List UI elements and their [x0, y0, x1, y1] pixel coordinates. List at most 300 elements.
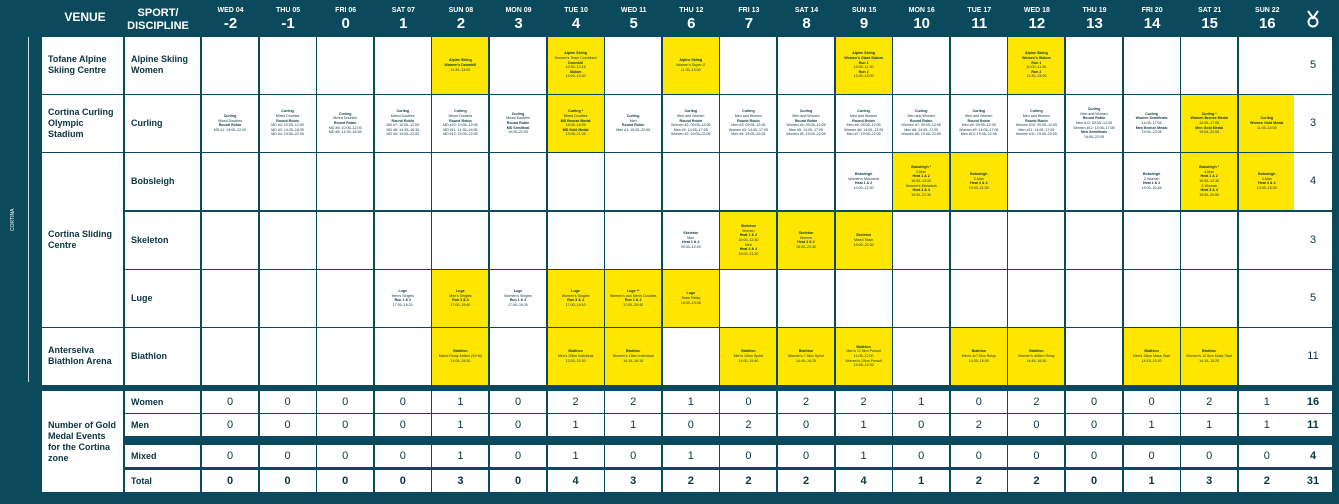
- event-line: 10:00–12:30: [1199, 178, 1220, 183]
- day-header: [605, 6, 662, 32]
- event-line: Women #6: 14:05–17:05: [843, 127, 884, 132]
- empty-cell: [893, 270, 949, 327]
- event-cell: [720, 95, 776, 152]
- event-line: Round Robin: [333, 120, 357, 125]
- empty-cell: [778, 37, 834, 94]
- summary-value: 1: [893, 470, 949, 492]
- event-line: 17:00–19:10: [565, 302, 586, 307]
- day-header: [260, 6, 317, 32]
- empty-cell: [1124, 270, 1180, 327]
- event-cell: [490, 95, 546, 152]
- summary-value: 4: [548, 470, 604, 492]
- sport-cell: Luge: [125, 270, 200, 327]
- medal-icon: [1294, 10, 1332, 33]
- event-line: Bobsleigh: [1142, 172, 1161, 177]
- event-line: 19:00–21:30: [738, 251, 759, 256]
- event-line: Skeleton: [740, 224, 756, 229]
- event-line: 11:05–12:00: [853, 353, 874, 358]
- empty-cell: [1066, 153, 1122, 210]
- event-line: Women #5: 19:05–22:05: [786, 132, 826, 137]
- event-line: 14:45–16:25: [795, 358, 816, 363]
- event-line: 19:05–22:05: [1199, 130, 1220, 135]
- summary-value: 0: [778, 445, 834, 467]
- day-header: [432, 6, 489, 32]
- summary-value: 2: [1008, 391, 1064, 413]
- medal-count: 4: [1294, 153, 1332, 210]
- day-name: SUN 08: [448, 7, 474, 14]
- empty-cell: [317, 37, 373, 94]
- day-name: MON 09: [505, 7, 532, 14]
- event-line: Round Robin: [449, 118, 472, 123]
- event-line: 13:30–15:00: [1026, 74, 1047, 79]
- empty-cell: [951, 270, 1007, 327]
- event-line: Mixed Doubles: [506, 116, 530, 121]
- empty-cell: [1124, 37, 1180, 94]
- event-line: Heat 3 & 4: [912, 188, 930, 193]
- day-number: 12: [1028, 15, 1046, 32]
- summary-value: 2: [548, 391, 604, 413]
- empty-cell: [490, 37, 546, 94]
- empty-cell: [490, 153, 546, 210]
- event-line: Mixed Relay 4x6km (W+M): [438, 353, 482, 358]
- event-line: Biathlon: [741, 349, 756, 354]
- summary-value: 0: [1066, 391, 1122, 413]
- event-cell: [1008, 37, 1064, 94]
- event-line: Round Robin: [967, 118, 991, 123]
- empty-cell: [1124, 212, 1180, 269]
- event-line: Curling: [338, 111, 352, 116]
- event-line: Men's 15km Mass Start: [1132, 353, 1171, 358]
- day-header: [951, 6, 1008, 32]
- summary-value: 2: [1239, 470, 1295, 492]
- event-cell: [1239, 95, 1295, 152]
- summary-value: 1: [1239, 391, 1295, 413]
- event-cell: [836, 328, 892, 385]
- summary-value: 0: [260, 391, 316, 413]
- day-header: [1239, 6, 1296, 32]
- empty-cell: [260, 270, 316, 327]
- event-line: Women's Singles: [561, 293, 590, 298]
- event-cell: [836, 153, 892, 210]
- event-line: Round Robin: [218, 123, 242, 128]
- event-cell: [893, 153, 949, 210]
- summary-value: 1: [1181, 414, 1237, 436]
- event-line: Heat 1 & 2: [1200, 174, 1218, 179]
- event-cell: [836, 95, 892, 152]
- event-line: 19:00–21:30: [911, 192, 932, 197]
- event-line: MD #12: 19:05–22:05: [443, 132, 478, 137]
- summary-value: 0: [951, 445, 1007, 467]
- event-line: Curling: [914, 109, 928, 114]
- event-line: 14:15–15:20: [1199, 358, 1220, 363]
- empty-cell: [893, 37, 949, 94]
- event-line: 14:05–17:05: [1141, 120, 1162, 125]
- event-line: 11:30–13:00: [450, 67, 471, 72]
- event-line: 14:45–16:30: [1026, 358, 1047, 363]
- event-line: Round Robin: [852, 118, 875, 123]
- day-header: [375, 6, 432, 32]
- day-number: 9: [859, 15, 869, 32]
- empty-cell: [432, 212, 488, 269]
- empty-cell: [1181, 212, 1237, 269]
- event-line: 4-Man: [1204, 169, 1215, 174]
- day-name: MON 16: [908, 7, 935, 14]
- medal-icon-svg: [1306, 10, 1320, 28]
- day-header: [1066, 6, 1123, 32]
- event-line: Run 3 & 4: [452, 298, 469, 303]
- event-line: Men and Women: [1080, 111, 1108, 116]
- summary-value: 0: [720, 445, 776, 467]
- empty-cell: [1239, 37, 1295, 94]
- event-line: Luge: [571, 289, 580, 294]
- event-line: 14:15–16:15: [623, 358, 644, 363]
- empty-cell: [375, 37, 431, 94]
- day-number: 13: [1086, 15, 1103, 32]
- event-cell: [778, 95, 834, 152]
- event-line: 13:30–15:00: [853, 74, 874, 79]
- summary-value: 0: [490, 391, 546, 413]
- sport-cell: Alpine Skiing Women: [125, 37, 200, 94]
- event-line: 2-Woman: [1143, 176, 1160, 181]
- event-line: Women #12: 14:05–17:05: [1073, 125, 1115, 130]
- day-name: WED 04: [217, 7, 244, 14]
- day-number: 4: [571, 15, 581, 32]
- summary-row-label: Mixed: [125, 445, 200, 467]
- event-line: Men and Women: [734, 114, 763, 119]
- summary-value: 2: [778, 470, 834, 492]
- event-cell: [1239, 153, 1295, 210]
- empty-cell: [778, 270, 834, 327]
- event-line: Run 2: [858, 69, 869, 74]
- empty-cell: [317, 212, 373, 269]
- empty-cell: [720, 153, 776, 210]
- day-header: [1181, 6, 1238, 32]
- summary-row-label: Total: [125, 470, 200, 492]
- event-cell: [432, 95, 488, 152]
- event-line: Round Robin: [391, 118, 415, 123]
- summary-value: 0: [317, 414, 373, 436]
- day-header: [1124, 6, 1181, 32]
- summary-value: 0: [663, 414, 719, 436]
- empty-cell: [490, 328, 546, 385]
- event-line: Luge: [456, 289, 465, 294]
- day-number: 7: [744, 15, 754, 32]
- event-cell: [836, 212, 892, 269]
- event-line: Men and Women: [907, 114, 935, 119]
- event-cell: [548, 95, 604, 152]
- empty-cell: [202, 153, 258, 210]
- event-line: 19:00–20:50: [1199, 192, 1220, 197]
- summary-value: 0: [893, 414, 949, 436]
- event-line: Men's 4x7.5km Relay: [961, 353, 996, 358]
- summary-value: 2: [663, 470, 719, 492]
- event-cell: [720, 328, 776, 385]
- event-line: 13:30–15:30: [565, 358, 586, 363]
- empty-cell: [317, 153, 373, 210]
- event-cell: [1181, 328, 1237, 385]
- event-line: Men's Singles: [449, 293, 472, 298]
- event-line: Curling: [1145, 111, 1158, 116]
- event-line: Luge: [398, 289, 408, 294]
- event-line: 19:00–20:45: [1141, 185, 1162, 190]
- summary-value: 2: [1181, 391, 1237, 413]
- summary-value: 0: [317, 391, 373, 413]
- event-cell: [432, 270, 488, 327]
- event-line: Bobsleigh: [854, 172, 873, 177]
- summary-total: 16: [1294, 391, 1332, 413]
- day-name: FRI 13: [738, 7, 760, 14]
- sport-cell: Skeleton: [125, 212, 200, 269]
- summary-value: 2: [951, 414, 1007, 436]
- event-line: Men #3: 09:05–12:05: [731, 123, 766, 128]
- event-cell: [202, 95, 258, 152]
- empty-cell: [778, 153, 834, 210]
- event-cell: [663, 95, 719, 152]
- event-line: Mixed Doubles: [218, 118, 242, 123]
- event-line: Biathlon: [856, 344, 871, 349]
- event-line: Women Bronze Medal: [1190, 116, 1228, 121]
- event-cell: [951, 328, 1007, 385]
- day-number: 11: [971, 15, 988, 32]
- event-line: Men: [687, 235, 695, 240]
- event-line: Women's Slalom: [1022, 56, 1051, 61]
- event-line: 18:30–19:35: [680, 300, 701, 305]
- day-header: [1008, 6, 1065, 32]
- venue-cell: Anterselva Biathlon Arena: [42, 328, 123, 385]
- empty-cell: [1239, 328, 1295, 385]
- event-line: Men #11: 14:05–17:05: [1018, 127, 1055, 132]
- event-line: Women's 15km Individual: [612, 353, 654, 358]
- empty-cell: [490, 212, 546, 269]
- event-line: 10:00–12:30: [853, 185, 874, 190]
- empty-cell: [893, 328, 949, 385]
- summary-value: 0: [202, 391, 258, 413]
- event-line: Men Bronze Medal: [1135, 125, 1168, 130]
- event-line: Round Robin: [506, 120, 530, 125]
- day-name: THU 19: [1082, 7, 1107, 14]
- empty-cell: [893, 212, 949, 269]
- empty-cell: [1066, 212, 1122, 269]
- event-line: Heat 3 & 4: [1200, 188, 1218, 193]
- event-line: Biathlon: [568, 349, 583, 354]
- event-line: Slalom: [569, 69, 582, 74]
- venue-cell: Cortina Sliding Centre: [42, 153, 123, 327]
- empty-cell: [202, 328, 258, 385]
- event-cell: [490, 270, 546, 327]
- event-line: 19:00–20:30: [853, 242, 874, 247]
- event-line: Curling *: [568, 109, 584, 114]
- event-line: Women #3: 14:05–17:05: [728, 127, 769, 132]
- day-number: -2: [223, 15, 238, 32]
- event-line: Round Robin: [909, 118, 933, 123]
- day-name: TUE 10: [564, 7, 588, 14]
- event-cell: [548, 37, 604, 94]
- empty-cell: [1239, 270, 1295, 327]
- event-cell: [663, 212, 719, 269]
- medal-count: 5: [1294, 270, 1332, 327]
- summary-value: 0: [375, 470, 431, 492]
- summary-value: 0: [490, 414, 546, 436]
- event-line: MD #11: 14:35–16:35: [443, 127, 478, 132]
- summary-value: 0: [778, 414, 834, 436]
- summary-label: Number of Gold Medal Events for the Cortina zone: [42, 391, 123, 492]
- event-cell: [317, 95, 373, 152]
- summary-row-label: Men: [125, 414, 200, 436]
- event-line: 14:45–15:30: [853, 363, 874, 368]
- empty-cell: [1008, 270, 1064, 327]
- event-line: Women's Super-G: [676, 62, 706, 67]
- summary-value: 3: [1181, 470, 1237, 492]
- event-line: Heat 3 & 4: [739, 247, 758, 252]
- empty-cell: [1066, 328, 1122, 385]
- summary-value: 1: [1124, 414, 1180, 436]
- event-line: Women's Monobob: [848, 176, 879, 181]
- day-header: [663, 6, 720, 32]
- summary-value: 0: [202, 470, 258, 492]
- event-line: Round Robin: [621, 123, 645, 128]
- event-line: Men's 12.5km Pursuit: [846, 349, 881, 354]
- empty-cell: [605, 37, 661, 94]
- event-cell: [548, 270, 604, 327]
- event-line: Biathlon: [453, 349, 468, 354]
- event-line: Luge **: [626, 289, 640, 294]
- empty-cell: [1181, 37, 1237, 94]
- event-line: Women's Downhill: [444, 62, 477, 67]
- empty-cell: [1008, 153, 1064, 210]
- empty-cell: [605, 153, 661, 210]
- event-line: 13:00–15:30: [1256, 185, 1277, 190]
- day-number: 5: [629, 15, 638, 32]
- medal-count: 11: [1294, 328, 1332, 385]
- event-line: Heat 1 & 2: [912, 174, 930, 179]
- event-cell: [720, 212, 776, 269]
- summary-value: 1: [1124, 470, 1180, 492]
- summary-value: 0: [605, 445, 661, 467]
- empty-cell: [720, 37, 776, 94]
- event-cell: [1124, 328, 1180, 385]
- event-line: Curling: [684, 109, 698, 114]
- summary-value: 1: [836, 414, 892, 436]
- day-name: SAT 21: [1198, 7, 1222, 14]
- event-line: MD Gold Medal: [562, 127, 589, 132]
- summary-value: 0: [951, 391, 1007, 413]
- event-line: Run 1: [858, 60, 869, 65]
- summary-value: 0: [202, 414, 258, 436]
- event-line: Women's 7.5km Sprint: [788, 353, 824, 358]
- event-line: Heat 1 & 2: [854, 181, 873, 186]
- event-cell: [893, 95, 949, 152]
- medal-count: 3: [1294, 95, 1332, 152]
- summary-value: 2: [778, 391, 834, 413]
- zone-label: CORTINA: [10, 208, 16, 232]
- event-line: 14:05–17:05: [1199, 120, 1220, 125]
- event-line: Women #7: 09:05–12:05: [901, 123, 941, 128]
- event-line: Run 2: [1031, 69, 1042, 74]
- summary-value: 2: [951, 470, 1007, 492]
- event-line: MD #8: 14:35–16:35: [386, 127, 420, 132]
- empty-cell: [663, 153, 719, 210]
- event-line: Heat 3 & 4: [797, 240, 815, 245]
- event-line: Curling: [1030, 109, 1043, 114]
- event-line: 2-Woman: [1201, 183, 1217, 188]
- summary-value: 0: [1124, 391, 1180, 413]
- event-line: Men and Women: [965, 114, 993, 119]
- venue-header: VENUE: [64, 10, 106, 24]
- event-line: Women: [742, 228, 755, 233]
- event-line: Curling: [742, 109, 755, 114]
- event-line: 14:00–15:40: [738, 358, 759, 363]
- event-line: Women's 10km Pursuit: [845, 358, 882, 363]
- day-name: THU 12: [679, 7, 704, 14]
- empty-cell: [375, 153, 431, 210]
- event-line: MD #4: 19:05–22:05: [271, 132, 304, 137]
- empty-cell: [260, 153, 316, 210]
- event-line: Heat 3 & 4: [1258, 181, 1276, 186]
- event-line: 10:30–12:15: [565, 65, 586, 70]
- empty-cell: [260, 212, 316, 269]
- event-line: Curling: [857, 109, 870, 114]
- event-line: Round Robin: [737, 118, 760, 123]
- event-line: Women Gold Medal: [1250, 120, 1284, 125]
- day-number: 6: [687, 15, 696, 32]
- event-line: Women's Team Combined: [554, 56, 597, 61]
- empty-cell: [432, 153, 488, 210]
- event-line: Women #8: 19:05–22:05: [901, 132, 941, 137]
- event-cell: [663, 270, 719, 327]
- event-line: 10:00–11:30: [1026, 65, 1047, 70]
- summary-value: 1: [432, 414, 488, 436]
- event-line: Men: [744, 242, 752, 247]
- event-line: Biathlon: [1201, 349, 1217, 354]
- day-number: 2: [456, 15, 466, 32]
- event-line: 18:00–20:30: [796, 244, 816, 249]
- event-cell: [1181, 153, 1237, 210]
- event-line: Round Robin: [794, 118, 818, 123]
- event-line: Men: [629, 118, 637, 123]
- event-line: Mixed Doubles: [275, 114, 300, 119]
- event-line: Women #1: 09:05–12:05: [671, 123, 711, 128]
- event-line: Curling: [799, 109, 813, 114]
- event-cell: [836, 37, 892, 94]
- empty-cell: [375, 328, 431, 385]
- event-line: 19:05–21:05: [565, 132, 586, 137]
- day-header: [778, 6, 835, 32]
- empty-cell: [836, 270, 892, 327]
- zone-divider: [28, 37, 29, 382]
- summary-value: 0: [1181, 445, 1237, 467]
- summary-value: 0: [1066, 414, 1122, 436]
- day-name: FRI 20: [1141, 7, 1163, 14]
- event-line: Mixed Doubles: [390, 114, 415, 119]
- event-line: MD #2: 10:05–12:00: [271, 123, 304, 128]
- sport-header: SPORT/ DISCIPLINE: [127, 7, 189, 32]
- event-cell: [605, 270, 661, 327]
- summary-value: 1: [836, 445, 892, 467]
- event-line: Men and Women: [849, 114, 878, 119]
- summary-value: 1: [663, 445, 719, 467]
- event-cell: [375, 270, 431, 327]
- empty-cell: [1239, 212, 1295, 269]
- event-cell: [432, 328, 488, 385]
- summary-value: 0: [1066, 470, 1122, 492]
- event-line: MD #1: 19:05–22:00: [213, 127, 247, 132]
- event-line: 17:00–19:20: [508, 302, 528, 307]
- day-header: [720, 6, 777, 32]
- event-line: 14:05–15:30: [450, 358, 471, 363]
- venue-cell: Cortina Curling Olympic Stadium: [42, 95, 123, 152]
- event-line: 14:00–15:30: [565, 74, 586, 79]
- summary-value: 0: [375, 414, 431, 436]
